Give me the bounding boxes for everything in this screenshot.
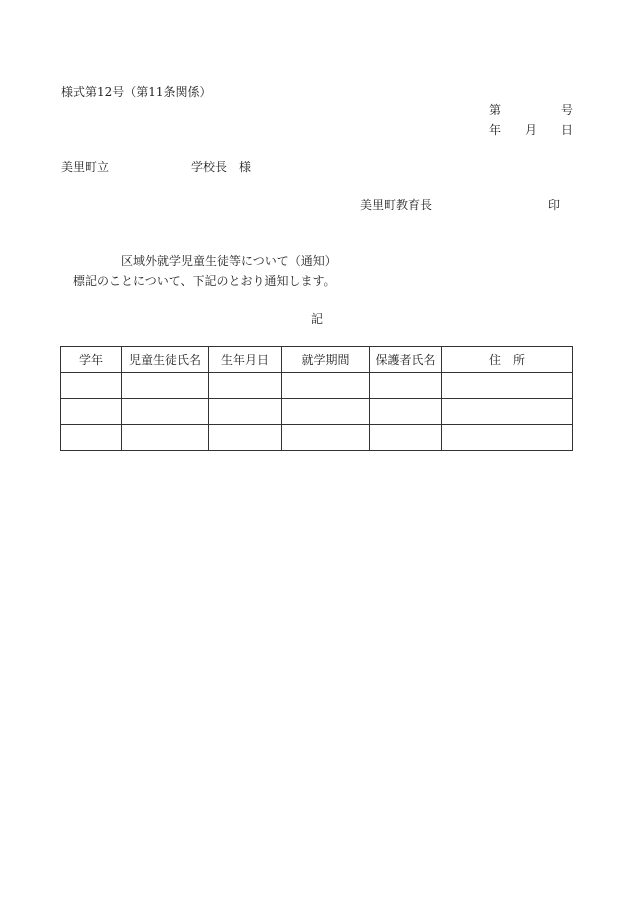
seal-mark: 印 bbox=[548, 198, 561, 212]
table-cell bbox=[61, 425, 122, 451]
header-guardian-name: 保護者氏名 bbox=[370, 347, 442, 373]
table-header-row bbox=[61, 347, 573, 373]
table-row bbox=[61, 399, 573, 425]
notice-body: 標記のことについて、下記のとおり通知します。 bbox=[73, 274, 336, 288]
issue-date-day: 日 bbox=[561, 123, 574, 137]
table-cell bbox=[370, 399, 442, 425]
header-student-name: 児童生徒氏名 bbox=[122, 347, 209, 373]
issue-date-month: 月 bbox=[525, 123, 538, 137]
table-cell bbox=[122, 373, 209, 399]
addressee-title: 学校長 bbox=[191, 160, 228, 174]
table-row bbox=[61, 373, 573, 399]
table-cell bbox=[282, 399, 370, 425]
table-cell bbox=[442, 425, 573, 451]
table-cell bbox=[282, 373, 370, 399]
notice-title: 区域外就学児童生徒等について（通知） bbox=[121, 254, 337, 268]
student-table bbox=[60, 346, 573, 451]
table-row bbox=[61, 425, 573, 451]
header-attendance-period: 就学期間 bbox=[282, 347, 370, 373]
addressee-honorific: 様 bbox=[239, 160, 252, 174]
header-birth-date: 生年月日 bbox=[209, 347, 282, 373]
table-cell bbox=[61, 373, 122, 399]
issue-number-suffix: 号 bbox=[561, 103, 574, 117]
sender-name: 美里町教育長 bbox=[360, 198, 433, 212]
table-cell bbox=[122, 399, 209, 425]
ki-heading: 記 bbox=[311, 312, 324, 326]
table-cell bbox=[442, 399, 573, 425]
issue-date-year: 年 bbox=[489, 123, 502, 137]
issue-number-prefix: 第 bbox=[489, 103, 502, 117]
table-cell bbox=[122, 425, 209, 451]
table-cell bbox=[209, 399, 282, 425]
form-number: 様式第12号（第11条関係） bbox=[61, 85, 212, 99]
table-cell bbox=[282, 425, 370, 451]
addressee-town: 美里町立 bbox=[61, 160, 110, 174]
header-address: 住 所 bbox=[442, 347, 573, 373]
table-cell bbox=[442, 373, 573, 399]
table-cell bbox=[370, 373, 442, 399]
table-cell bbox=[370, 425, 442, 451]
table-cell bbox=[61, 399, 122, 425]
table-cell bbox=[209, 425, 282, 451]
header-grade: 学年 bbox=[61, 347, 122, 373]
table-cell bbox=[209, 373, 282, 399]
